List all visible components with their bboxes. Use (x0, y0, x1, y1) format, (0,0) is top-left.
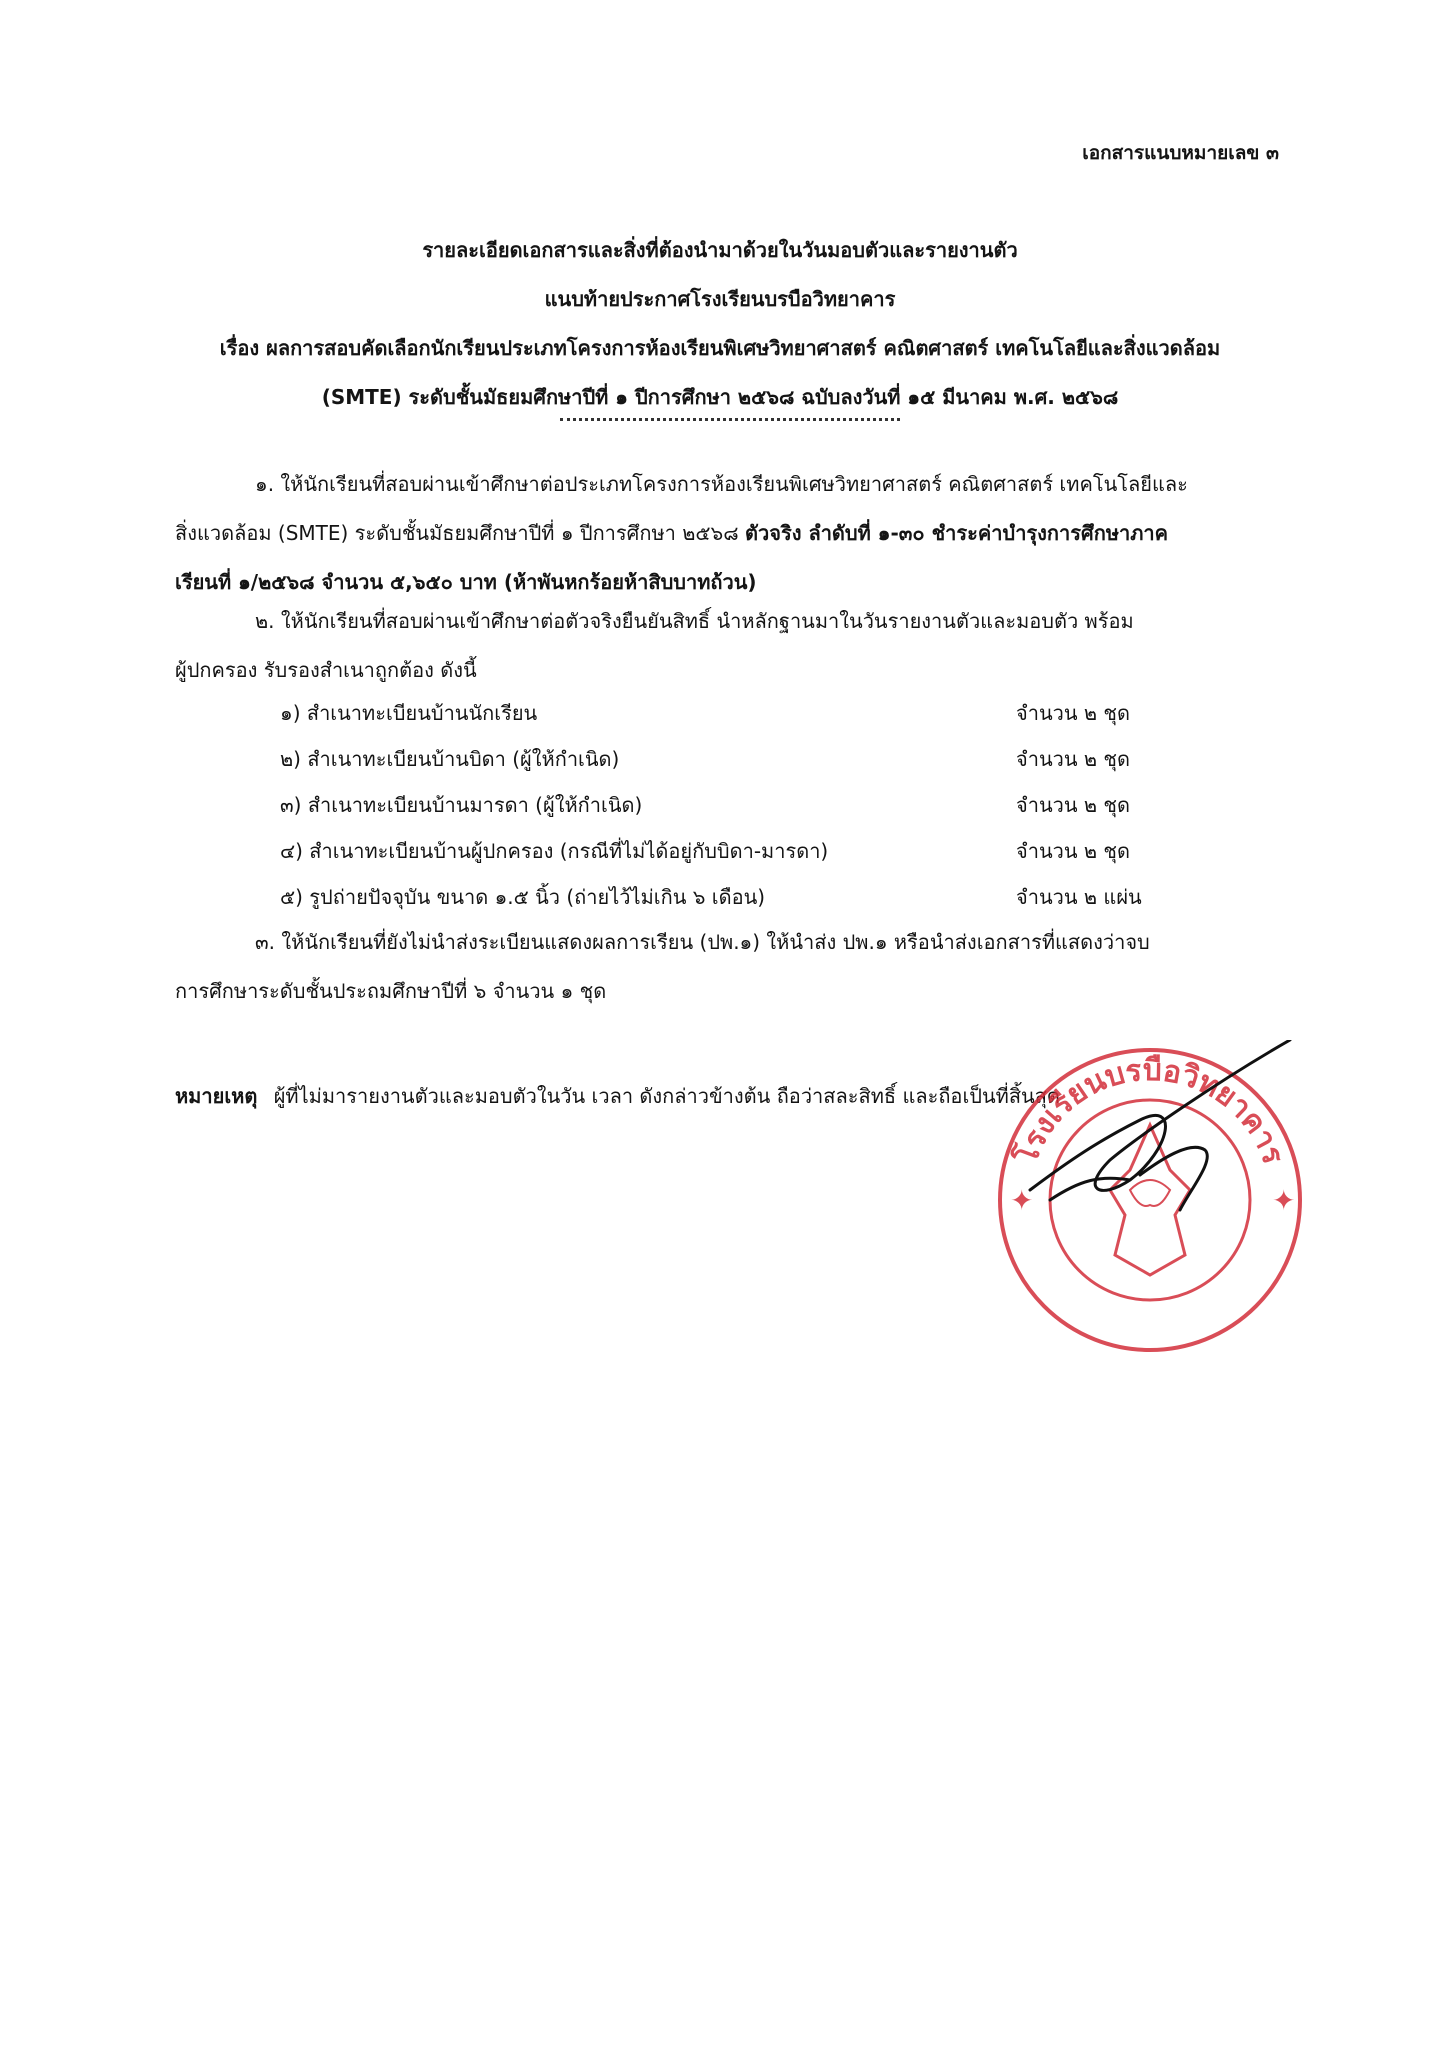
document-label: ๑) สำเนาทะเบียนบ้านนักเรียน (280, 701, 538, 725)
item-3-line-1: ๓. ให้นักเรียนที่ยังไม่นำส่งระเบียนแสดงผลการเรียน (ปพ.๑) ให้นำส่ง ปพ.๑ หรือนำส่งเอกสารที่แสดงว่าจบ (255, 930, 1150, 954)
seal-stamp (1000, 1050, 1300, 1350)
item-2-line-1: ๒. ให้นักเรียนที่สอบผ่านเข้าศึกษาต่อตัวจริงยืนยันสิทธิ์ นำหลักฐานมาในวันรายงานตัวและมอบตัว พร้อม (255, 609, 1134, 633)
document-quantity: จำนวน ๒ แผ่น (1016, 885, 1142, 909)
list-item (280, 690, 1160, 736)
paragraph-item-2 (175, 597, 1290, 695)
list-item (280, 874, 1160, 920)
title-line-3: เรื่อง ผลการสอบคัดเลือกนักเรียนประเภทโครงการห้องเรียนพิเศษวิทยาศาสตร์ คณิตศาสตร์ เทคโนโลยีและสิ่งแวดล้อม (219, 336, 1221, 360)
dotted-divider (560, 418, 900, 421)
remark-text: ผู้ที่ไม่มารายงานตัวและมอบตัวในวัน เวลา ดังกล่าวข้างต้น ถือว่าสละสิทธิ์ และถือเป็นที่สิ้นสุด (273, 1084, 1060, 1108)
seal-text (1007, 1053, 1291, 1170)
document-number: เอกสารแนบหมายเลข ๓ (1082, 142, 1279, 164)
seal-emblem (1110, 1125, 1190, 1275)
remark (175, 1076, 1060, 1116)
paragraph-item-1 (175, 460, 1290, 607)
school-seal-icon (990, 1040, 1310, 1360)
seal-text-path: โรงเรียนบรบือวิทยาคาร (1009, 1052, 1291, 1169)
title-line-2: แนบท้ายประกาศโรงเรียนบรบือวิทยาคาร (544, 287, 896, 311)
document-label: ๔) สำเนาทะเบียนบ้านผู้ปกครอง (กรณีที่ไม่ได้อยู่กับบิดา-มารดา) (280, 839, 829, 863)
item-1-line-2 (175, 509, 1290, 558)
document-label: ๒) สำเนาทะเบียนบ้านบิดา (ผู้ให้กำเนิด) (280, 747, 620, 771)
seal-star-right-icon: ✦ (1272, 1184, 1296, 1217)
title-line-1: รายละเอียดเอกสารและสิ่งที่ต้องนำมาด้วยในวันมอบตัวและรายงานตัว (422, 238, 1018, 262)
item-2-line-2: ผู้ปกครอง รับรองสำเนาถูกต้อง ดังนี้ (175, 658, 477, 682)
document-title (120, 226, 1320, 422)
document-label: ๕) รูปถ่ายปัจจุบัน ขนาด ๑.๕ นิ้ว (ถ่ายไว้ไม่เกิน ๖ เดือน) (280, 885, 766, 909)
document-label: ๓) สำเนาทะเบียนบ้านมารดา (ผู้ให้กำเนิด) (280, 793, 643, 817)
paragraph-item-3 (175, 918, 1290, 1016)
seal-emblem-detail (1130, 1180, 1170, 1206)
item-1-line-1: ๑. ให้นักเรียนที่สอบผ่านเข้าศึกษาต่อประเภทโครงการห้องเรียนพิเศษวิทยาศาสตร์ คณิตศาสตร์ เทคโนโลยีและ (255, 472, 1188, 496)
item-1-line-2-bold: ตัวจริง ลำดับที่ ๑-๓๐ ชำระค่าบำรุงการศึกษาภาค (745, 521, 1169, 545)
document-quantity: จำนวน ๒ ชุด (1016, 747, 1130, 771)
list-item (280, 736, 1160, 782)
document-quantity: จำนวน ๒ ชุด (1016, 839, 1130, 863)
item-1-line-3: เรียนที่ ๑/๒๕๖๘ จำนวน ๕,๖๕๐ บาท (ห้าพันหกร้อยห้าสิบบาทถ้วน) (175, 570, 757, 594)
title-line-4: (SMTE) ระดับชั้นมัธยมศึกษาปีที่ ๑ ปีการศึกษา ๒๕๖๘ ฉบับลงวันที่ ๑๕ มีนาคม พ.ศ. ๒๕๖๘ (321, 385, 1119, 409)
seal-outer-ring (1000, 1050, 1300, 1350)
document-quantity: จำนวน ๒ ชุด (1016, 701, 1130, 725)
list-item (280, 828, 1160, 874)
document-quantity: จำนวน ๒ ชุด (1016, 793, 1130, 817)
item-3-line-2: การศึกษาระดับชั้นประถมศึกษาปีที่ ๖ จำนวน ๑ ชุด (175, 979, 607, 1003)
required-documents-list (280, 690, 1160, 920)
list-item (280, 782, 1160, 828)
seal-star-left-icon: ✦ (1010, 1184, 1034, 1217)
item-1-line-2-text: สิ่งแวดล้อม (SMTE) ระดับชั้นมัธยมศึกษาปีที่ ๑ ปีการศึกษา ๒๕๖๘ (175, 521, 746, 545)
remark-label: หมายเหตุ (175, 1084, 258, 1108)
